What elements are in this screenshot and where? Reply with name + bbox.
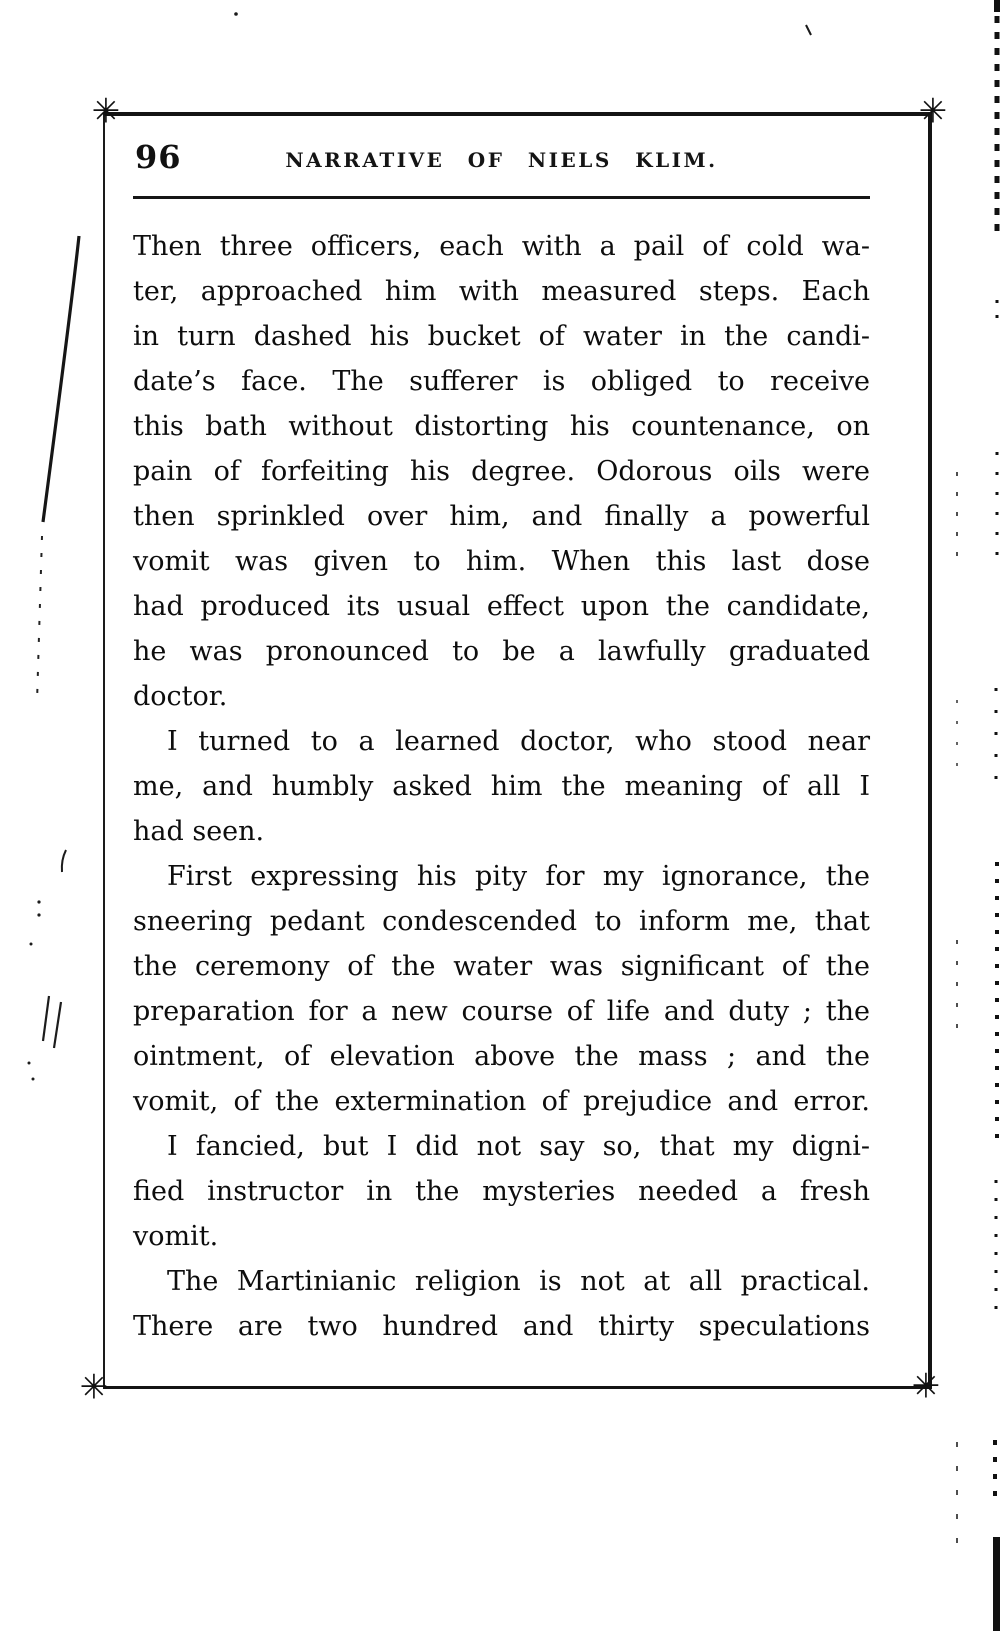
- text-line: the ceremony of the water was significant of the: [133, 951, 870, 982]
- text-line: date’s face. The sufferer is obliged to receive: [133, 366, 870, 397]
- text-line: The Martinianic religion is not at all practical.: [167, 1266, 870, 1297]
- text-line: preparation for a new course of life and duty ; the: [133, 996, 870, 1027]
- text-line: sneering pedant condescended to inform me, that: [133, 906, 870, 937]
- corner-star-ornament: ✳: [918, 91, 948, 132]
- text-line: he was pronounced to be a lawfully graduated: [133, 636, 870, 667]
- text-line: this bath without distorting his countenance, on: [133, 411, 870, 442]
- header-rule: [133, 196, 870, 199]
- text-line: I fancied, but I did not say so, that my digni-: [167, 1131, 870, 1162]
- text-line: then sprinkled over him, and finally a powerful: [133, 501, 870, 532]
- paragraph: [133, 224, 870, 719]
- text-line: First expressing his pity for my ignorance, the: [167, 861, 870, 892]
- running-header-title: NARRATIVE OF NIELS KLIM.: [285, 148, 718, 172]
- page-border-frame: [103, 112, 932, 1389]
- text-line: vomit was given to him. When this last dose: [133, 546, 870, 577]
- text-line: vomit, of the extermination of prejudice and error.: [133, 1086, 870, 1117]
- text-line: had seen.: [133, 816, 265, 847]
- text-block: [133, 224, 870, 1349]
- paragraph: [133, 1259, 870, 1349]
- corner-star-ornament: ✳: [79, 1367, 109, 1408]
- paragraph: [133, 719, 870, 854]
- text-line: doctor.: [133, 681, 228, 712]
- text-line: I turned to a learned doctor, who stood near: [167, 726, 870, 757]
- text-line: fied instructor in the mysteries needed a fresh: [133, 1176, 870, 1207]
- paragraph: [133, 854, 870, 1124]
- text-line: vomit.: [133, 1221, 219, 1252]
- page-number: 96: [135, 138, 182, 176]
- corner-star-ornament: ✳: [91, 91, 121, 132]
- paragraph: [133, 1124, 870, 1259]
- text-line: There are two hundred and thirty speculations: [133, 1311, 870, 1342]
- text-line: in turn dashed his bucket of water in the candi-: [133, 321, 870, 352]
- text-line: ointment, of elevation above the mass ; and the: [133, 1041, 870, 1072]
- text-line: had produced its usual effect upon the candidate,: [133, 591, 870, 622]
- text-line: ter, approached him with measured steps. Each: [133, 276, 870, 307]
- corner-star-ornament: ✳: [911, 1366, 941, 1407]
- text-line: Then three officers, each with a pail of cold wa-: [133, 231, 870, 262]
- text-line: me, and humbly asked him the meaning of all I: [133, 771, 870, 802]
- text-line: pain of forfeiting his degree. Odorous oils were: [133, 456, 870, 487]
